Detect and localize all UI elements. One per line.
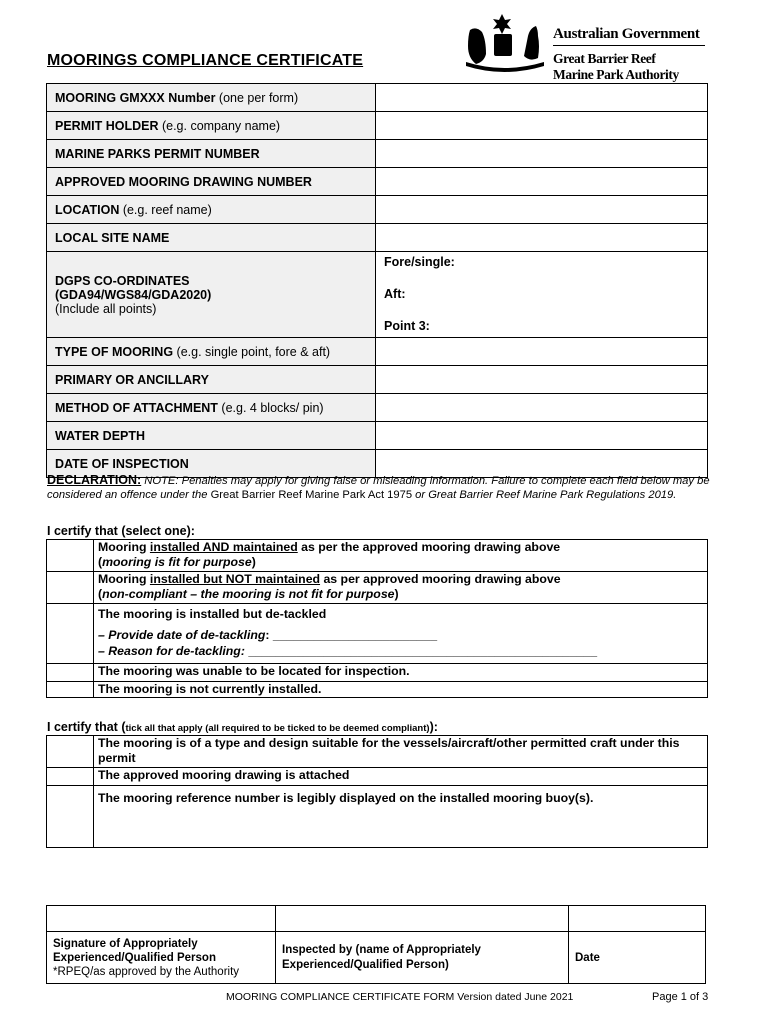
table-row	[47, 112, 708, 140]
coord-fore-label: Fore/single:	[384, 254, 455, 269]
option-emphasis: installed AND maintained	[149, 540, 298, 554]
option-text: The approved mooring drawing is attached	[94, 768, 708, 786]
option-note: non-compliant – the mooring is not fit for purpose	[102, 587, 395, 601]
table-row	[47, 422, 708, 450]
detackle-date-label: – Provide date of de-tackling	[98, 628, 266, 642]
option-text: The mooring is not currently installed.	[94, 682, 708, 698]
certify-tick-all-heading	[47, 720, 438, 734]
field-label: MOORING GMXXX Number	[55, 90, 216, 105]
option-installed-not-maintained-checkbox[interactable]	[47, 572, 94, 604]
mooring-type-field[interactable]	[376, 338, 708, 366]
footer-version: MOORING COMPLIANCE CERTIFICATE FORM Version dated June 2021	[226, 991, 574, 1003]
option-text: as per the approved mooring drawing above	[297, 540, 561, 554]
field-hint: (one per form)	[215, 90, 299, 105]
table-row	[47, 664, 708, 682]
table-row	[47, 224, 708, 252]
tick-type-design-checkbox[interactable]	[47, 736, 94, 768]
table-row	[47, 604, 708, 664]
option-installed-maintained-checkbox[interactable]	[47, 540, 94, 572]
field-label: LOCATION	[55, 202, 120, 217]
field-label: MARINE PARKS PERMIT NUMBER	[55, 146, 260, 161]
drawing-number-field[interactable]	[376, 168, 708, 196]
site-name-field[interactable]	[376, 224, 708, 252]
option-text: Mooring	[98, 572, 150, 586]
inspector-label: Inspected by (name of Appropriately	[282, 943, 481, 956]
heading-lead: I certify that (	[47, 720, 126, 734]
table-row	[47, 768, 708, 786]
option-text: The mooring was unable to be located for inspection.	[94, 664, 708, 682]
field-hint: (e.g. company name)	[158, 118, 281, 133]
signature-note: *RPEQ/as approved by the Authority	[53, 965, 240, 978]
government-name: Australian Government	[553, 26, 700, 42]
field-label: METHOD OF ATTACHMENT	[55, 400, 218, 415]
date-field[interactable]	[569, 906, 706, 932]
attachment-method-field[interactable]	[376, 394, 708, 422]
mooring-number-field[interactable]	[376, 84, 708, 112]
table-row: Mooring installed but NOT maintained as per approved mooring drawing above (non-compliant – the mooring is not fit for purpose)	[47, 572, 708, 604]
dgps-datum: (GDA94/WGS84/GDA2020)	[55, 287, 212, 302]
table-row	[47, 252, 708, 338]
signature-table	[46, 905, 706, 984]
table-row: Mooring installed AND maintained as per the approved mooring drawing above (mooring is fit for purpose)	[47, 540, 708, 572]
tick-all-table	[46, 735, 708, 848]
option-text: as per approved mooring drawing above	[320, 572, 561, 586]
inspector-name-field[interactable]	[276, 906, 569, 932]
field-label: DATE OF INSPECTION	[55, 456, 189, 471]
permit-number-field[interactable]	[376, 140, 708, 168]
page-number: Page 1 of 3	[652, 991, 709, 1003]
detackle-reason-label: – Reason for de-tackling:	[98, 644, 249, 658]
declaration	[47, 473, 712, 502]
certify-select-one-heading: I certify that (select one):	[47, 524, 195, 538]
declaration-or: or	[412, 489, 429, 501]
signature-field[interactable]	[47, 906, 276, 932]
option-unable-locate-checkbox[interactable]	[47, 664, 94, 682]
dgps-label: DGPS CO-ORDINATES	[55, 273, 190, 288]
water-depth-field[interactable]	[376, 422, 708, 450]
coord-point3-label: Point 3:	[384, 318, 430, 333]
table-row	[47, 736, 708, 768]
field-label: WATER DEPTH	[55, 428, 146, 443]
dgps-hint: (Include all points)	[55, 301, 157, 316]
field-label: APPROVED MOORING DRAWING NUMBER	[55, 174, 312, 189]
table-row	[47, 338, 708, 366]
signature-label: Signature of Appropriately	[53, 937, 198, 950]
declaration-text: NOTE: Penalties may apply for giving false or misleading information. Failure to complete each field below may be considered an offence under the	[47, 475, 710, 501]
table-row	[47, 932, 706, 984]
tick-drawing-attached-checkbox[interactable]	[47, 768, 94, 786]
table-row	[47, 366, 708, 394]
field-hint: (e.g. reef name)	[119, 202, 212, 217]
table-row	[47, 786, 708, 848]
field-label: PERMIT HOLDER	[55, 118, 159, 133]
option-note: mooring is fit for purpose	[102, 555, 252, 569]
heading-tail: ):	[429, 720, 438, 734]
agency-name	[553, 51, 679, 83]
declaration-act: Great Barrier Reef Marine Park Act 1975	[210, 489, 413, 501]
select-one-table	[46, 539, 708, 698]
table-row	[47, 196, 708, 224]
option-text: The mooring is of a type and design suitable for the vessels/aircraft/other permitted craft under this permit	[94, 736, 708, 768]
option-not-installed-checkbox[interactable]	[47, 682, 94, 698]
table-row	[47, 394, 708, 422]
table-row	[47, 168, 708, 196]
declaration-regs: Great Barrier Reef Marine Park Regulations 2019.	[428, 489, 677, 501]
signature-label: Experienced/Qualified Person	[53, 951, 216, 964]
coord-aft-label: Aft:	[384, 286, 406, 301]
agency-name-line2: Marine Park Authority	[553, 67, 679, 82]
option-detackled-checkbox[interactable]	[47, 604, 94, 664]
heading-note: tick all that apply (all required to be ticked to be deemed compliant)	[125, 723, 430, 734]
field-label: TYPE OF MOORING	[55, 344, 174, 359]
detackle-date-field[interactable]: : ________________________	[265, 628, 438, 642]
option-text: The mooring reference number is legibly displayed on the installed mooring buoy(s).	[94, 786, 708, 848]
location-field[interactable]	[376, 196, 708, 224]
inspector-label: Experienced/Qualified Person)	[282, 958, 449, 971]
table-row	[47, 682, 708, 698]
table-row	[47, 84, 708, 112]
agency-name-line1: Great Barrier Reef	[553, 51, 656, 66]
detackle-reason-field[interactable]: ___________________________________________________	[248, 644, 598, 658]
date-label: Date	[569, 932, 706, 984]
field-hint: (e.g. single point, fore & aft)	[173, 344, 331, 359]
primary-ancillary-field[interactable]	[376, 366, 708, 394]
field-label: PRIMARY OR ANCILLARY	[55, 372, 209, 387]
option-emphasis: installed but NOT maintained	[149, 572, 321, 586]
field-label: LOCAL SITE NAME	[55, 230, 170, 245]
dgps-field[interactable]	[376, 252, 708, 338]
declaration-heading: DECLARATION:	[47, 473, 142, 487]
logo-divider	[553, 45, 705, 46]
page-title: MOORINGS COMPLIANCE CERTIFICATE	[47, 52, 364, 69]
table-row	[47, 140, 708, 168]
table-row	[47, 906, 706, 932]
tick-reference-displayed-checkbox[interactable]	[47, 786, 94, 848]
permit-holder-field[interactable]	[376, 112, 708, 140]
option-text: The mooring is installed but de-tackled	[98, 607, 327, 621]
option-text: Mooring	[98, 540, 150, 554]
details-table	[46, 83, 708, 478]
field-hint: (e.g. 4 blocks/ pin)	[217, 400, 324, 415]
